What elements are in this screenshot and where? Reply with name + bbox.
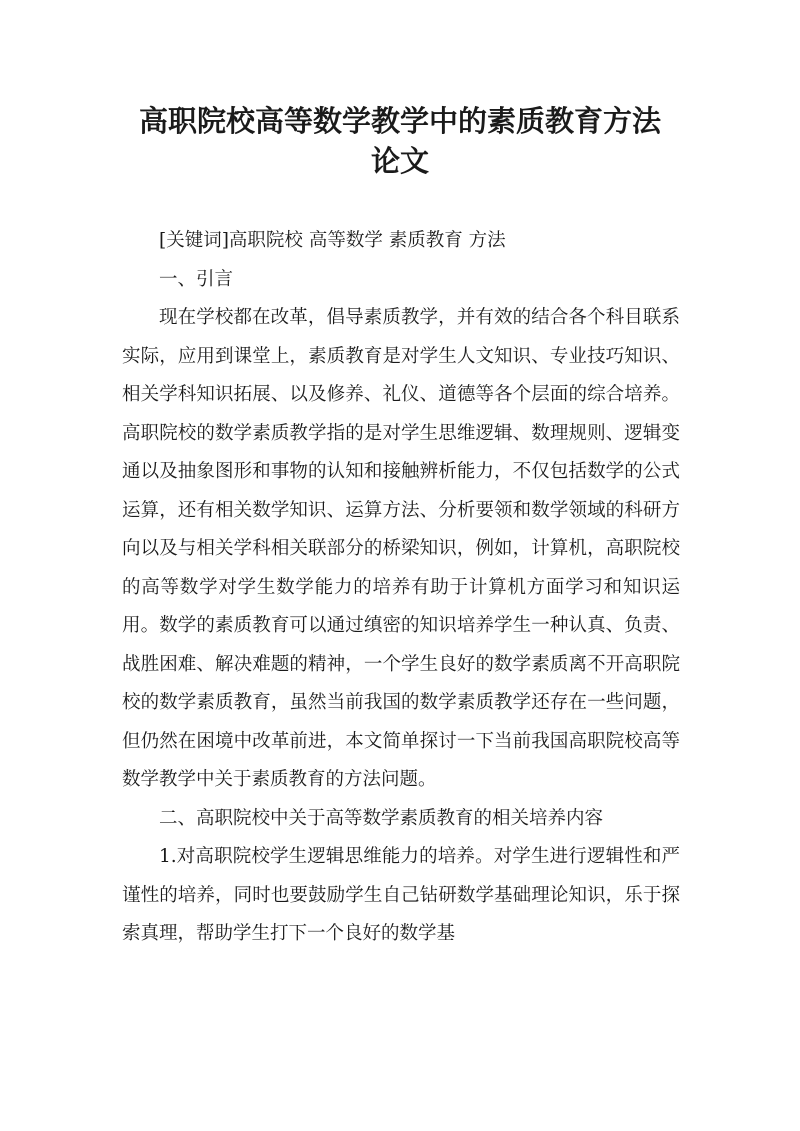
introduction-paragraph: 现在学校都在改革，倡导素质教学，并有效的结合各个科目联系实际，应用到课堂上，素质教育是对学生人文知识、专业技巧知识、相关学科知识拓展、以及修养、礼仪、道德等各个层面的综合培养。高职院校的数学素质教学指的是对学生思维逻辑、数理规则、逻辑变通以及抽象图形和事物的认知和接触辨析能力，不仅包括数学的公式运算，还有相关数学知识、运算方法、分析要领和数学领域的科研方向以及与相关学科相关联部分的桥梁知识，例如，计算机，高职院校的高等数学对学生数学能力的培养有助于计算机方面学习和知识运用。数学的素质教育可以通过缜密的知识培养学生一种认真、负责、战胜困难、解决难题的精神，一个学生良好的数学素质离不开高职院校的数学素质教育，虽然当前我国的数学素质教学还存在一些问题，但仍然在困境中改革前进，本文简单探讨一下当前我国高职院校高等数学教学中关于素质教育的方法问题。 — [122, 307, 680, 790]
section-heading-cultivation: 二、高职院校中关于高等数学素质教育的相关培养内容 — [159, 807, 604, 829]
cultivation-paragraph: 1.对高职院校学生逻辑思维能力的培养。对学生进行逻辑性和严谨性的培养，同时也要鼓励学生自己钻研数学基础理论知识，乐于探索真理，帮助学生打下一个良好的数学基 — [122, 846, 680, 944]
document-title-line-1: 高职院校高等数学教学中的素质教育方法 — [138, 104, 661, 138]
section-heading-introduction: 一、引言 — [159, 268, 234, 290]
keywords-line: [关键词]高职院校 高等数学 素质教育 方法 — [159, 230, 506, 251]
document-body — [122, 222, 680, 954]
document-title-line-2: 论文 — [370, 144, 429, 178]
